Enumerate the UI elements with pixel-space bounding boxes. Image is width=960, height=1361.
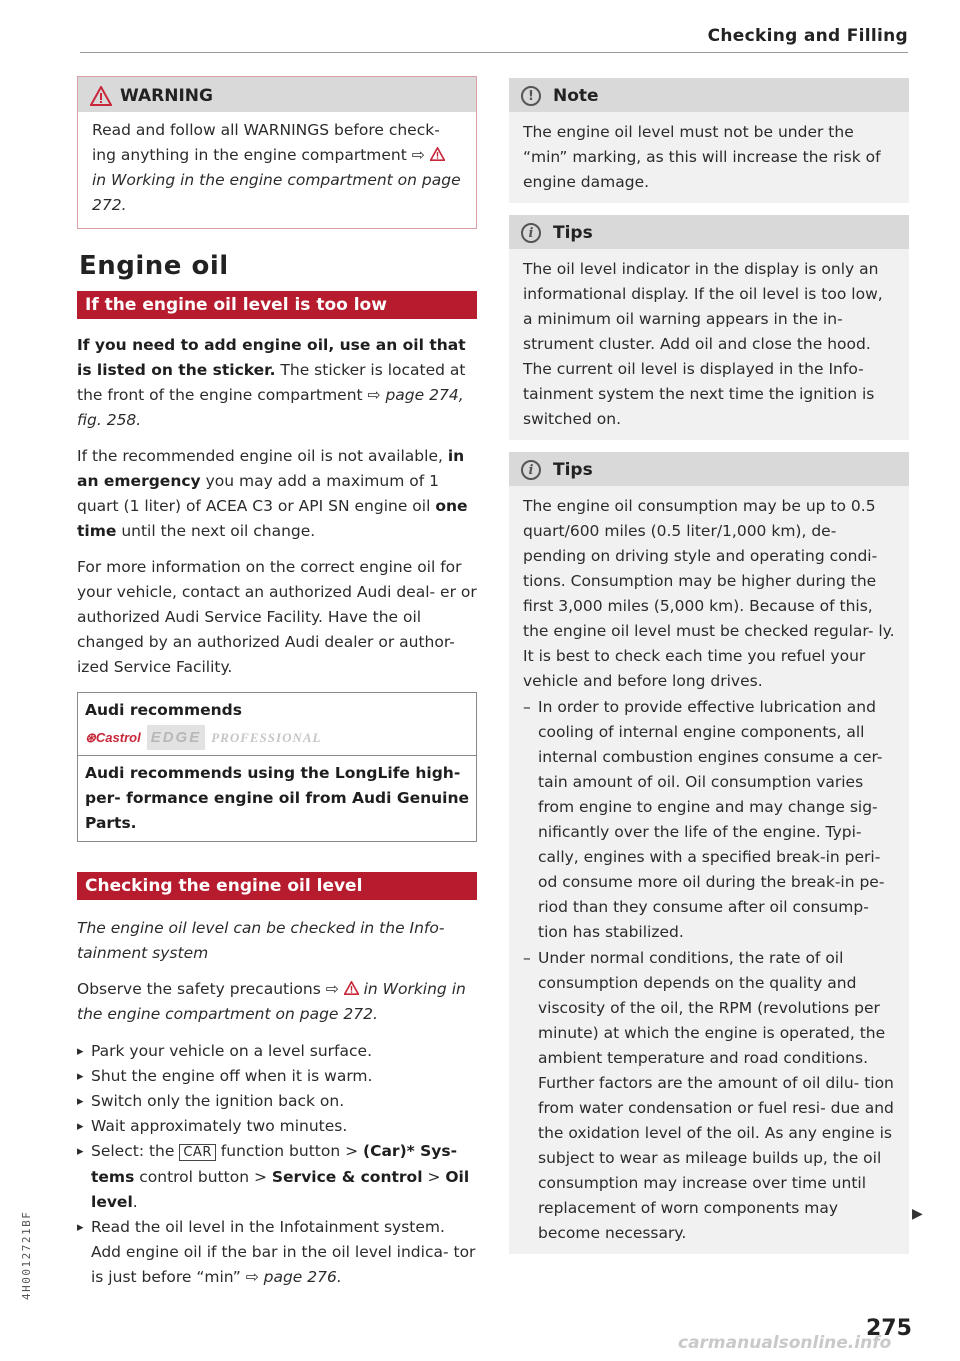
safety-precautions: Observe the safety precautions ⇨ in Working in the engine compartment on page 272. [77, 980, 466, 1023]
list-item: – Under normal conditions, the rate of oil consumption depends on the quality and viscosity of the oil, the RPM (revolutions per minute) at which the engine is operated, the ambient temperature and road conditions. Further factors are the amount of oil dilu- tion from water condensation or fuel resi- due and the oxidation level of the oil. As any engine is subject to wear as mileage builds up, the oil consumption may increase over time until replacement of worn components may become necessary. [523, 946, 895, 1246]
tips-header-1 [509, 215, 909, 249]
tips-text-2: The engine oil consumption may be up to 0.5 quart/600 miles (0.5 liter/1,000 km), de- pending on driving style and operating condi- tions. Consumption may be higher during the first 3,000 miles (5,000 km). Because of this, the engine oil level must be checked regular- ly. It is best to check each time you refuel your vehicle and before long drives. [523, 497, 895, 690]
link-page-276[interactable]: page 276. [263, 1268, 342, 1286]
document-code: 4H0012721BF [20, 1210, 33, 1300]
tips-heading-1: Tips [553, 223, 593, 243]
steps-list [77, 1039, 477, 1290]
checking-intro: The engine oil level can be checked in the Info- tainment system [77, 919, 445, 962]
tips-text-1: The oil level indicator in the display is only an informational display. If the oil level is too low, a minimum oil warning appears in the in- strument cluster. Add oil and close the hood. The current oil level is displayed in the Info- tainment system the next time the ignition is switched on. [523, 260, 883, 428]
step-item: ▸ Wait approximately two minutes. [77, 1114, 477, 1139]
note-box [509, 78, 909, 203]
tips-box-1 [509, 215, 909, 440]
paragraph-sticker: If you need to add engine oil, use an oil that is listed on the sticker. The sticker is located at the front of the engine compartment ⇨ page 274, fig. 258. [77, 336, 466, 429]
step-item: ▸ Switch only the ignition back on. [77, 1089, 477, 1114]
step-item: ▸ Read the oil level in the Infotainment system. Add engine oil if the bar in the oil level indica- tor is just before “min” ⇨ page 276. [77, 1215, 477, 1290]
exclamation-circle-icon: ! [521, 86, 541, 106]
car-key-label: CAR [179, 1144, 216, 1161]
info-circle-icon: i [521, 460, 541, 480]
warning-triangle-icon [90, 86, 112, 106]
right-column [509, 78, 909, 1254]
note-header [509, 78, 909, 112]
recommendation-text: Audi recommends using the LongLife high-per- formance engine oil from Audi Genuine Parts. [78, 755, 476, 841]
warning-heading: WARNING [120, 86, 213, 106]
left-column [77, 76, 477, 1290]
step-item: ▸ Shut the engine off when it is warm. [77, 1064, 477, 1089]
info-circle-icon: i [521, 223, 541, 243]
edge-logo: EDGE [147, 725, 206, 750]
castrol-logo: ⊛Castrol [85, 730, 141, 745]
warning-text: Read and follow all WARNINGS before check- ing anything in the engine compartment ⇨ in Working in the engine compartment on page 272. [92, 121, 461, 214]
tips-bullet-list [523, 695, 895, 1246]
warning-header [78, 77, 476, 112]
recommendation-title: Audi recommends [85, 701, 242, 719]
subsection-title-low-oil: If the engine oil level is too low [77, 291, 477, 319]
continue-arrow-icon: ▶ [912, 1206, 923, 1222]
tips-header-2 [509, 452, 909, 486]
warning-reference[interactable]: in Working in the engine compartment on page 272. [92, 171, 461, 214]
recommendation-box [77, 692, 477, 842]
step-item: ▸ Park your vehicle on a level surface. [77, 1039, 477, 1064]
subsection-title-checking: Checking the engine oil level [77, 872, 477, 900]
warning-triangle-icon [430, 147, 445, 161]
list-item: – In order to provide effective lubrication and cooling of internal engine components, all internal combustion engines consume a cer- tain amount of oil. Oil consumption varies from engine to engine and may change sig- nificantly over the life of the engine. Typi- cally, engines with a specified break-in peri- od consume more oil during the break-in pe- riod than they consume after oil consump- tion has stabilized. [523, 695, 895, 945]
header-divider [80, 52, 908, 53]
tips-box-2 [509, 452, 909, 1254]
note-heading: Note [553, 86, 599, 106]
section-title: Engine oil [79, 251, 229, 281]
professional-logo: PROFESSIONAL [211, 730, 322, 745]
warning-triangle-icon [344, 981, 359, 995]
link-page-274[interactable]: page 274, fig. 258. [77, 386, 464, 429]
tips-heading-2: Tips [553, 460, 593, 480]
page-number: 275 [866, 1316, 912, 1341]
page-header-title: Checking and Filling [707, 26, 908, 46]
paragraph-emergency: If the recommended engine oil is not available, in an emergency you may add a maximum of 1 quart (1 liter) of ACEA C3 or API SN engine oil one time until the next oil change. [77, 447, 468, 540]
safety-reference[interactable]: in Working in the engine compartment on page 272. [77, 980, 466, 1023]
paragraph-more-info: For more information on the correct engine oil for your vehicle, contact an authorized Audi deal- er or authorized Audi Service Facility. Have the oil changed by an authorized Audi dealer or author- ized Service Facility. [77, 558, 477, 676]
watermark: carmanualsonline.info [678, 1333, 892, 1353]
recommendation-header [78, 693, 476, 755]
warning-box [77, 76, 477, 229]
castrol-edge-logo [85, 725, 469, 750]
step-item: ▸ Select: the CAR function button > (Car)* Sys- tems control button > Service & control > Oil level. [77, 1139, 477, 1215]
note-text: The engine oil level must not be under the “min” marking, as this will increase the risk of engine damage. [523, 123, 881, 191]
